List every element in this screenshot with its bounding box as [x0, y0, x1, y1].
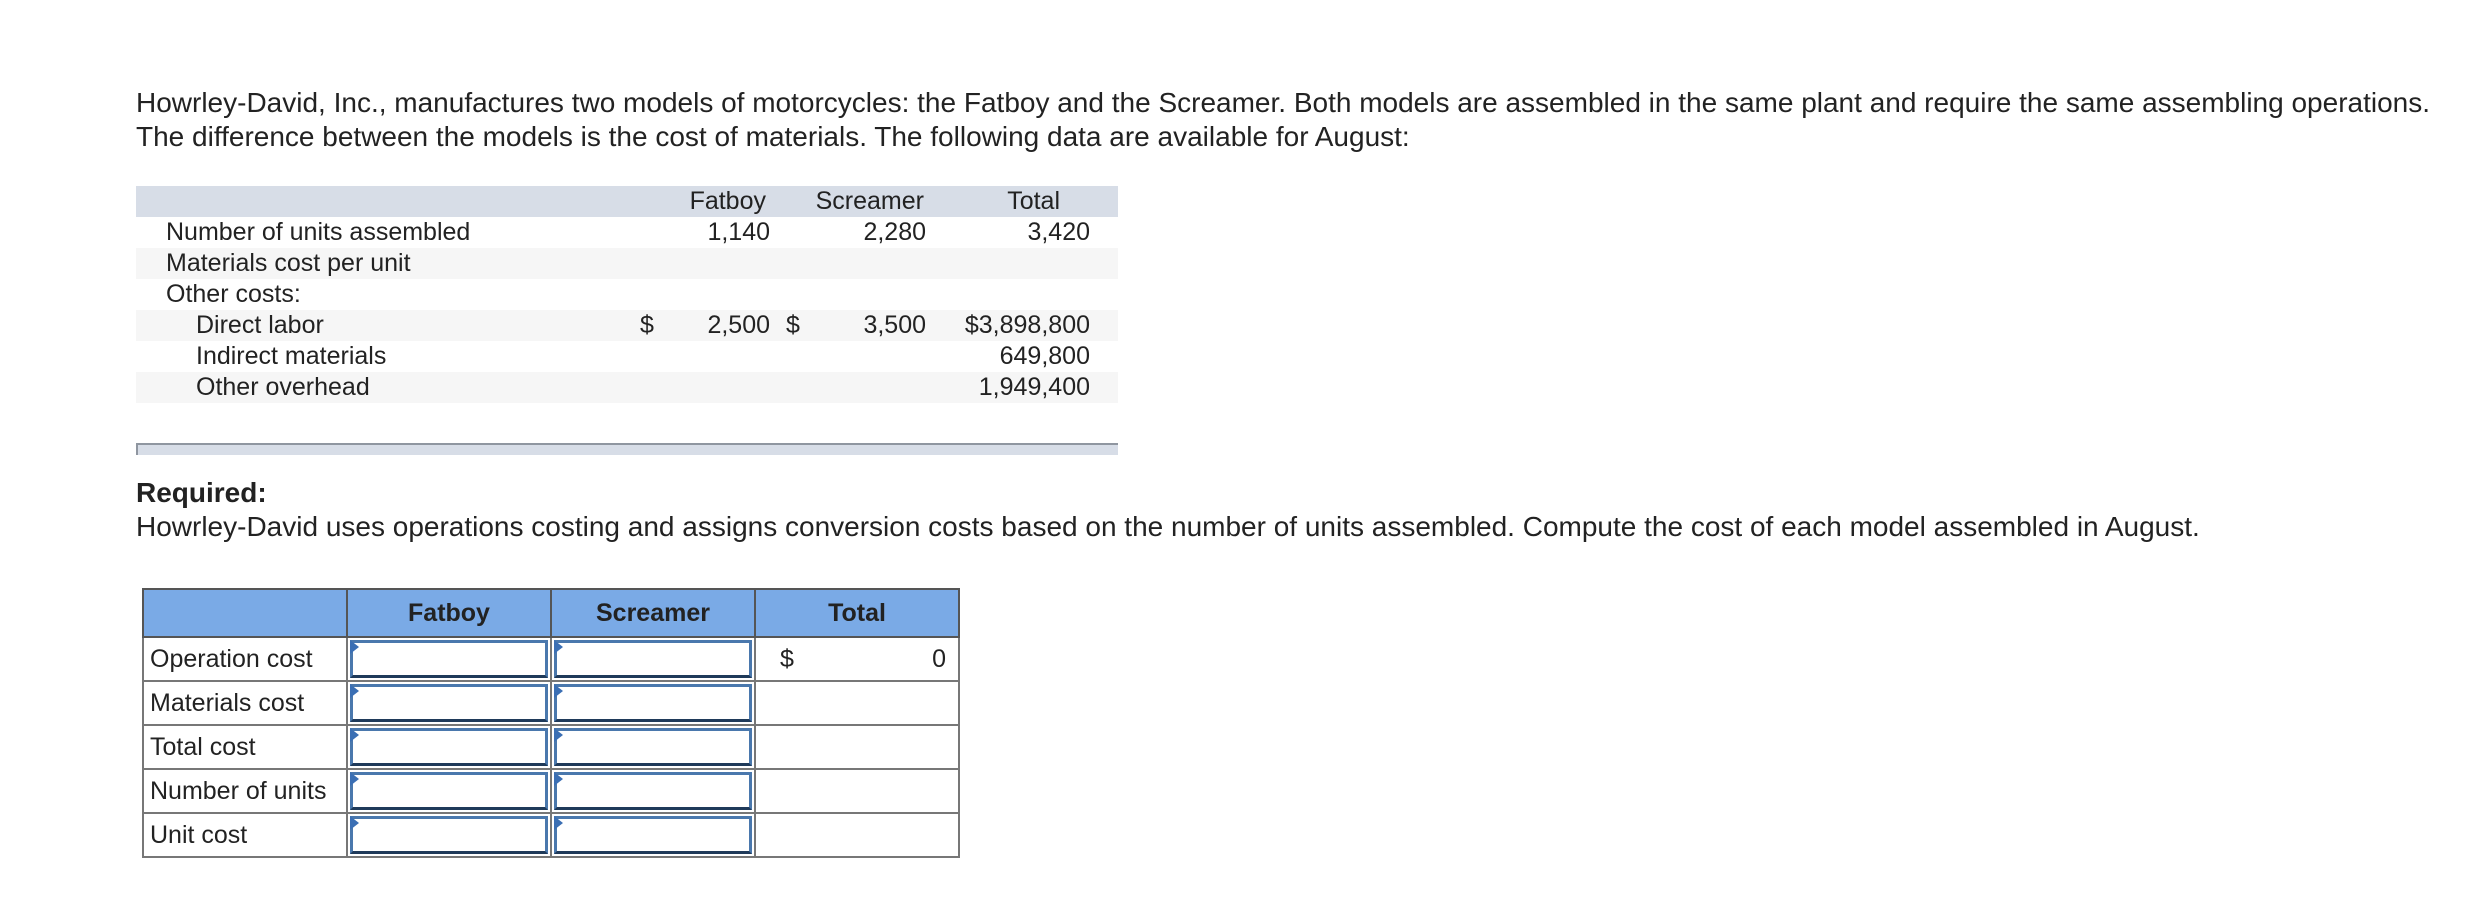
unit-cost-screamer-input[interactable]: [554, 816, 752, 854]
input-marker-icon: [350, 772, 359, 786]
given-row: [136, 279, 1118, 310]
given-cell-fatboy: [630, 279, 776, 310]
materials-cost-total: [755, 681, 959, 725]
given-table-footer-bar: [136, 443, 1118, 455]
given-row: [136, 341, 1118, 372]
given-value: 3,500: [863, 311, 926, 339]
total-value: 0: [932, 644, 946, 673]
number-of-units-fatboy-input[interactable]: [350, 772, 548, 810]
answer-row: [143, 725, 959, 769]
input-marker-icon: [350, 816, 359, 830]
total-cost-fatboy-input[interactable]: [350, 728, 548, 766]
given-cell-total: 1,949,400: [978, 373, 1090, 401]
intro-line-1: Howrley-David, Inc., manufactures two models of motorcycles: the Fatboy and the Screamer. Both models are assembled in the same plant and require the same assembling operations.: [136, 87, 2431, 118]
materials-cost-fatboy-input[interactable]: [350, 684, 548, 722]
answer-row-label: Unit cost: [143, 813, 347, 857]
operation-cost-screamer-input[interactable]: [554, 640, 752, 678]
intro-line-2: The difference between the models is the cost of materials. The following data are available for August:: [136, 121, 1410, 152]
given-row-label: Other overhead: [196, 373, 370, 401]
given-cell-total: [932, 248, 1118, 279]
answer-row-label: Materials cost: [143, 681, 347, 725]
operation-cost-fatboy-input[interactable]: [350, 640, 548, 678]
given-cell-fatboy: [630, 372, 776, 403]
total-cost-total: [755, 725, 959, 769]
input-marker-icon: [350, 684, 359, 698]
given-header-fatboy: Fatboy: [689, 187, 766, 215]
given-cell-screamer: [776, 248, 932, 339]
given-cell-total: [932, 279, 1118, 310]
given-cell-screamer: 2,280: [863, 218, 926, 246]
given-row-label: Direct labor: [196, 311, 324, 339]
answer-table: [142, 588, 960, 858]
answer-row: [143, 637, 959, 681]
answer-row: [143, 681, 959, 725]
given-row-label: Other costs:: [166, 280, 301, 308]
unit-cost-fatboy-input[interactable]: [350, 816, 548, 854]
given-cell-screamer: [776, 310, 932, 341]
given-cell-screamer: [776, 279, 932, 310]
given-value: 2,500: [707, 311, 770, 339]
required-text: Howrley-David uses operations costing and assigns conversion costs based on the number of units assembled. Compute the cost of each model assembled in August.: [136, 511, 2200, 542]
input-marker-icon: [554, 640, 563, 654]
problem-intro: [136, 86, 2466, 154]
required-title: Required:: [136, 477, 267, 508]
answer-header-total: Total: [755, 589, 959, 637]
materials-cost-screamer-input[interactable]: [554, 684, 752, 722]
answer-row-label: Number of units: [143, 769, 347, 813]
answer-header-fatboy: Fatboy: [347, 589, 551, 637]
given-cell-fatboy: [630, 341, 776, 372]
given-row: [136, 217, 1118, 248]
currency-symbol: $: [780, 644, 794, 673]
given-cell-total: 649,800: [999, 342, 1090, 370]
given-row: [136, 372, 1118, 403]
given-row-label: Materials cost per unit: [166, 249, 411, 277]
answer-header-screamer: Screamer: [551, 589, 755, 637]
given-cell-total: $3,898,800: [964, 311, 1090, 339]
answer-row: [143, 769, 959, 813]
answer-row-label: Total cost: [143, 725, 347, 769]
currency-symbol: $: [640, 311, 654, 339]
given-cell-total: 3,420: [1027, 218, 1090, 246]
given-cell-screamer: [776, 372, 932, 403]
total-cost-screamer-input[interactable]: [554, 728, 752, 766]
answer-row: [143, 813, 959, 857]
input-marker-icon: [554, 772, 563, 786]
given-row-label: Number of units assembled: [166, 218, 471, 246]
input-marker-icon: [350, 640, 359, 654]
given-header-total: Total: [1007, 187, 1060, 215]
answer-row-label: Operation cost: [143, 637, 347, 681]
required-section: [136, 476, 2466, 544]
given-header-screamer: Screamer: [815, 187, 924, 215]
given-cell-screamer: [776, 341, 932, 372]
given-cell-fatboy: [630, 248, 776, 339]
input-marker-icon: [554, 816, 563, 830]
given-cell-fatboy: [630, 310, 776, 341]
given-data-table: [136, 186, 1118, 455]
input-marker-icon: [554, 684, 563, 698]
unit-cost-total: [755, 813, 959, 857]
given-row: [136, 310, 1118, 341]
given-row-label: Indirect materials: [196, 342, 387, 370]
number-of-units-total: [755, 769, 959, 813]
given-cell-fatboy: 1,140: [707, 218, 770, 246]
input-marker-icon: [350, 728, 359, 742]
number-of-units-screamer-input[interactable]: [554, 772, 752, 810]
input-marker-icon: [554, 728, 563, 742]
currency-symbol: $: [786, 311, 800, 339]
given-header-row: [136, 186, 1118, 217]
operation-cost-total: [755, 637, 959, 681]
answer-header-row: [143, 589, 959, 637]
